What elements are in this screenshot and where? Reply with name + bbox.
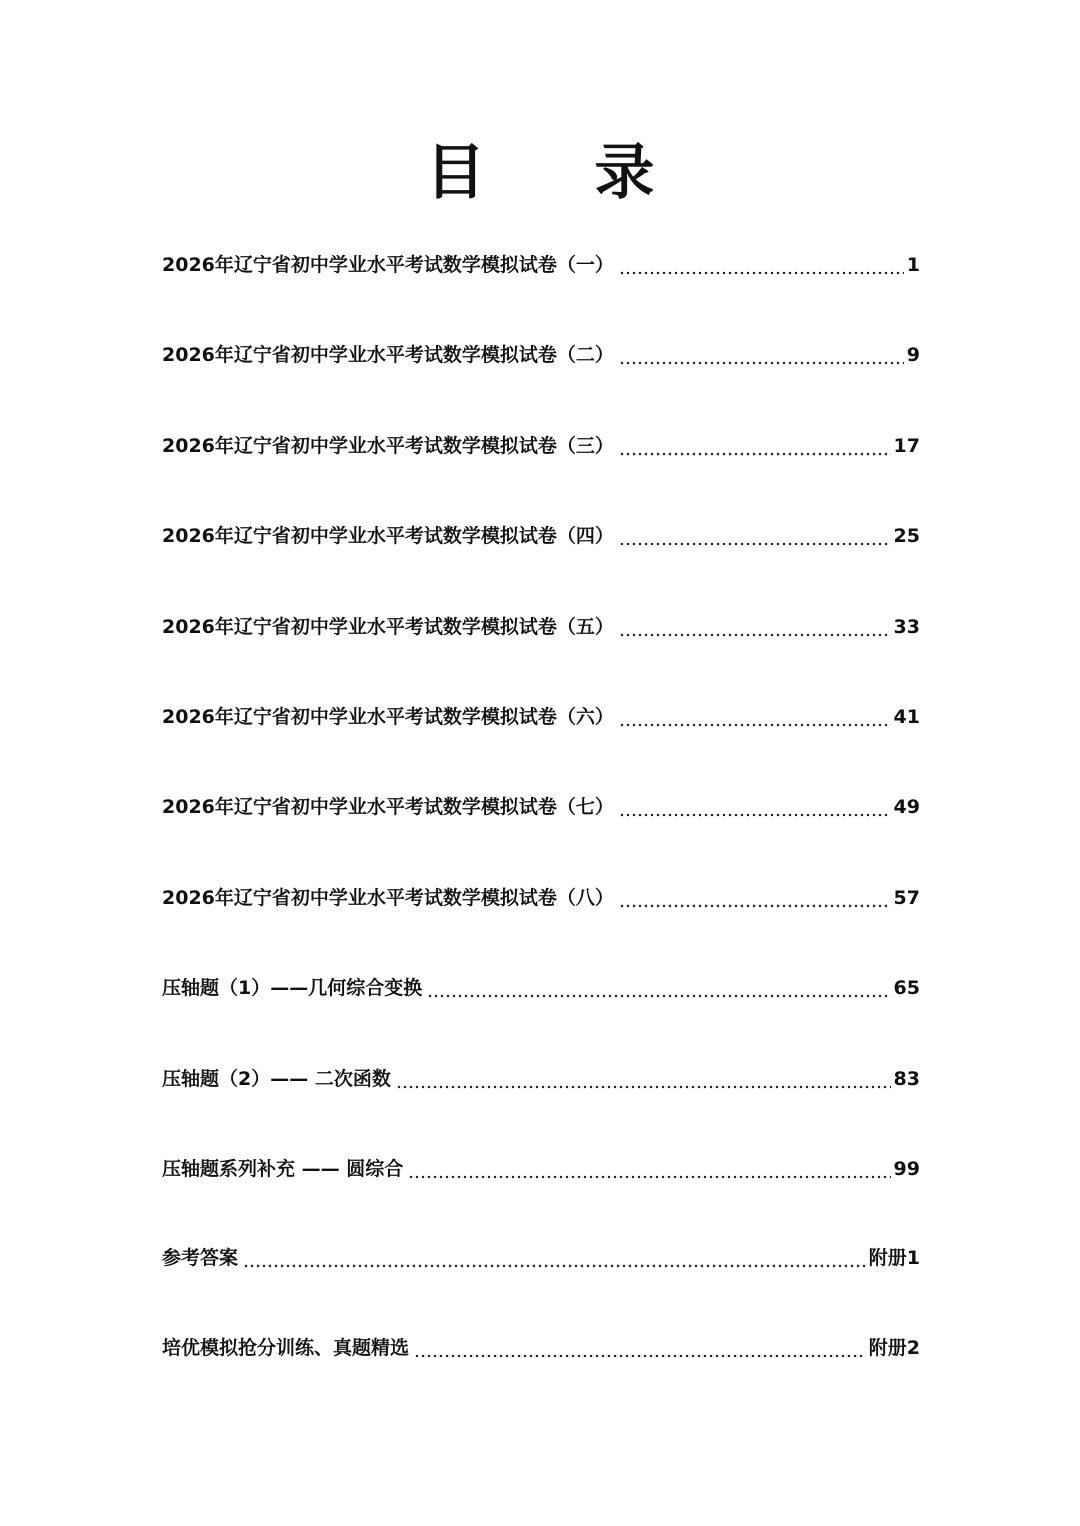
toc-entry-label: 2026年辽宁省初中学业水平考试数学模拟试卷（二）	[162, 344, 614, 366]
toc-entry[interactable]	[162, 1241, 920, 1275]
toc-entry-label: 2026年辽宁省初中学业水平考试数学模拟试卷（四）	[162, 525, 614, 547]
dot-leader	[396, 1062, 891, 1096]
dot-leader	[619, 700, 891, 734]
toc-entry-label: 2026年辽宁省初中学业水平考试数学模拟试卷（五）	[162, 616, 614, 638]
toc-entry-label: 培优模拟抢分训练、真题精选	[162, 1337, 410, 1359]
dot-leader	[427, 971, 890, 1005]
toc-entry-page: 49	[893, 796, 920, 818]
dot-leader	[619, 610, 891, 644]
toc-entry-page: 99	[893, 1158, 920, 1180]
toc-entry-page: 41	[893, 706, 920, 728]
toc-entry-label: 压轴题（2）—— 二次函数	[162, 1068, 391, 1090]
toc-entry[interactable]	[162, 248, 920, 282]
dot-leader	[619, 519, 891, 553]
toc-entry-page: 17	[893, 435, 920, 457]
toc-entry-label: 2026年辽宁省初中学业水平考试数学模拟试卷（八）	[162, 887, 614, 909]
toc-entry[interactable]	[162, 881, 920, 915]
toc-entry-label: 压轴题（1）——几何综合变换	[162, 977, 423, 999]
toc-entry[interactable]	[162, 700, 920, 734]
dot-leader	[619, 338, 904, 372]
toc-entry-label: 2026年辽宁省初中学业水平考试数学模拟试卷（七）	[162, 796, 614, 818]
toc-entry[interactable]	[162, 519, 920, 553]
dot-leader	[619, 248, 904, 282]
toc-entry-page: 65	[893, 977, 920, 999]
toc-entry-page: 9	[906, 344, 920, 366]
toc-entry-label: 2026年辽宁省初中学业水平考试数学模拟试卷（一）	[162, 254, 614, 276]
toc-entry-page: 57	[893, 887, 920, 909]
toc-entry-page: 33	[893, 616, 920, 638]
dot-leader	[619, 790, 891, 824]
dot-leader	[243, 1241, 866, 1275]
page-title: 目 录	[425, 138, 699, 208]
toc-entry-page: 1	[906, 254, 920, 276]
toc-entry[interactable]	[162, 1152, 920, 1186]
toc-entry[interactable]	[162, 429, 920, 463]
dot-leader	[619, 881, 891, 915]
toc-entry-label: 2026年辽宁省初中学业水平考试数学模拟试卷（六）	[162, 706, 614, 728]
toc-entry-label: 2026年辽宁省初中学业水平考试数学模拟试卷（三）	[162, 435, 614, 457]
toc-entry[interactable]	[162, 610, 920, 644]
toc-entry-label: 压轴题系列补充 —— 圆综合	[162, 1158, 404, 1180]
toc-entry[interactable]	[162, 790, 920, 824]
dot-leader	[619, 429, 891, 463]
toc-entry[interactable]	[162, 1062, 920, 1096]
toc-entry[interactable]	[162, 1331, 920, 1365]
toc-entry-page: 附册2	[868, 1337, 920, 1359]
toc-entry[interactable]	[162, 971, 920, 1005]
toc-entry-page: 附册1	[868, 1247, 920, 1269]
toc-entry-label: 参考答案	[162, 1247, 239, 1269]
toc-entry-page: 25	[893, 525, 920, 547]
dot-leader	[408, 1152, 890, 1186]
toc-entry[interactable]	[162, 338, 920, 372]
toc-entry-page: 83	[893, 1068, 920, 1090]
dot-leader	[414, 1331, 866, 1365]
